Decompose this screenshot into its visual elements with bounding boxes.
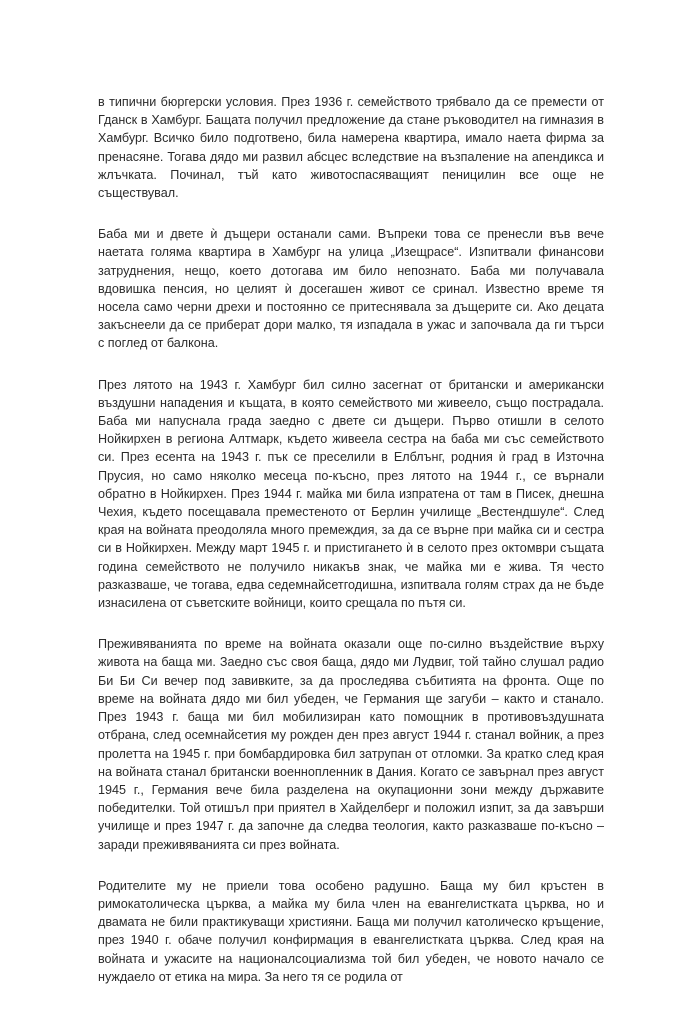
paragraph-4: Преживяванията по време на войната оказали още по-силно въздействие върху живота на баща ми. Заедно със своя баща, дядо ми Лудвиг, той тайно слушал радио Би Би Си вечер под завивките, за да проследява събитията на фронта. Още по време на войната дядо ми бил убеден, че Германия ще загуби – както и станало. През 1943 г. баща ми бил мобилизиран като помощник в противовъздушната отбрана, след осемнайсетия му рожден ден през август 1944 г. станал войник, а през пролетта на 1945 г. при бомбардировка бил затрупан от отломки. За кратко след края на войната станал британски военнопленник в Дания. Когато се завърнал през август 1945 г., Германия вече била разделена на окупационни зони между държавите победителки. Той отишъл при приятел в Хайделберг и положил изпит, за да завърши училище и през 1947 г. да започне да следва теология, както разказваше по-късно – заради преживяванията си през войната. (98, 637, 604, 852)
paragraph-3: През лятото на 1943 г. Хамбург бил силно засегнат от британски и американски въздушни нападения и къщата, в която семейството ми живеело, също пострадала. Баба ми напуснала града заедно с двете си дъщери. Първо отишли в селото Нойкирхен в региона Алтмарк, където живеела сестра на баба ми със семейството си. През есента на 1943 г. пък се преселили в Елблънг, родния ѝ град в Източна Прусия, но само няколко месеца по-късно, през лятото на 1944 г., се върнали обратно в Нойкирхен. През 1944 г. майка ми била изпратена от там в Писек, днешна Чехия, където посещавала преместеното от Берлин училище „Вестендшуле“. След края на войната преодоляла много премеждия, за да се върне при майка си и сестра си в Нойкирхен. Между март 1945 г. и пристигането ѝ в селото през октомври същата година семейството не получило никакъв знак, че майка ми е жива. Тя често разказваше, че тогава, едва седемнайсетгодишна, изпитвала голям страх да не бъде изнасилена от съветските войници, които срещала по пътя си. (98, 377, 604, 611)
paragraph-2: Баба ми и двете ѝ дъщери останали сами. Въпреки това се пренесли във вече наетата голяма квартира в Хамбург на улица „Изещрасе“. Изпитвали финансови затруднения, нещо, което дотогава им било непознато. Баба ми получавала вдовишка пенсия, но целият ѝ досегашен живот се сринал. Известно време тя носела само черни дрехи и постоянно се притеснявала за дъщерите си. Ако децата закъснеели да се приберат дори малко, тя изпадала в ужас и започвала да ги търси с поглед от балкона. (98, 227, 604, 351)
text-body (98, 93, 604, 1009)
paragraph-1: в типични бюргерски условия. През 1936 г. семейството трябвало да се премести от Гданск в Хамбург. Бащата получил предложение да стане ръководител на гимназия в Хамбург. Всичко било подготвено, била намерена квартира, имало наета фирма за пренасяне. Тогава дядо ми развил абсцес вследствие на възпаление на апендикса и жлъчката. Починал, тъй като животоспасяващият пеницилин все още не съществувал. (98, 95, 604, 201)
paragraph-5: Родителите му не приели това особено радушно. Баща му бил кръстен в римокатолическа църква, а майка му била член на евангелистката църква, но и двамата не били практикуващи християни. Баща ми получил католическо кръщение, през 1940 г. обаче получил конфирмация в евангелистката църква. След края на войната и ужасите на националсоциализма той бил убеден, че новото начало се нуждаело от етика на мира. За него тя се родила от (98, 878, 604, 984)
